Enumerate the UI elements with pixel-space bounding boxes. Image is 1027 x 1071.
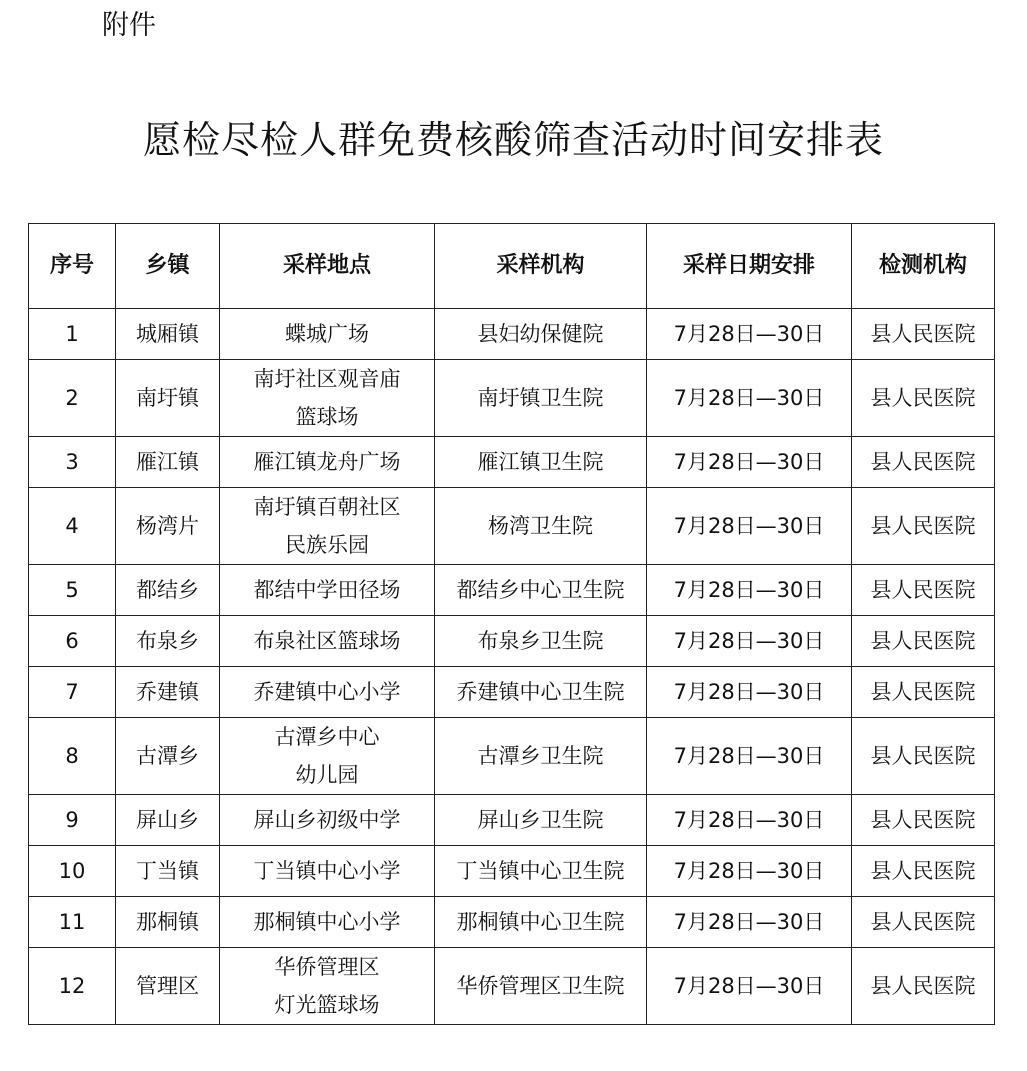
- cell-site-line: 篮球场: [295, 405, 359, 429]
- table-row: [29, 488, 995, 565]
- table-row: [29, 309, 995, 360]
- column-header-lab: 检测机构: [852, 224, 995, 309]
- cell-site: [220, 360, 435, 437]
- cell-site-line: 丁当镇中心小学: [253, 859, 401, 883]
- cell-no: 11: [29, 897, 116, 948]
- cell-site-line: 古潭乡中心: [274, 725, 380, 749]
- table-row: [29, 667, 995, 718]
- cell-no: 7: [29, 667, 116, 718]
- cell-site: [220, 616, 435, 667]
- column-header-town: 乡镇: [116, 224, 220, 309]
- table-body: [29, 309, 995, 1025]
- cell-site-line: 都结中学田径场: [253, 578, 401, 602]
- cell-site-line: 那桐镇中心小学: [253, 910, 401, 934]
- table-row: [29, 795, 995, 846]
- cell-town: 丁当镇: [116, 846, 220, 897]
- cell-site-line: 幼儿园: [295, 763, 359, 787]
- cell-org: 布泉乡卫生院: [435, 616, 647, 667]
- cell-lab: 县人民医院: [852, 616, 995, 667]
- cell-org: 杨湾卫生院: [435, 488, 647, 565]
- cell-org: 华侨管理区卫生院: [435, 948, 647, 1025]
- cell-date: 7月28日—30日: [647, 846, 852, 897]
- cell-site-line: 南圩社区观音庙: [253, 367, 401, 391]
- cell-lab: 县人民医院: [852, 309, 995, 360]
- cell-site: [220, 309, 435, 360]
- table-row: [29, 846, 995, 897]
- schedule-table: [28, 223, 995, 1025]
- cell-date: 7月28日—30日: [647, 488, 852, 565]
- cell-org: 古潭乡卫生院: [435, 718, 647, 795]
- cell-no: 4: [29, 488, 116, 565]
- cell-town: 雁江镇: [116, 437, 220, 488]
- cell-lab: 县人民医院: [852, 488, 995, 565]
- cell-date: 7月28日—30日: [647, 309, 852, 360]
- table-row: [29, 616, 995, 667]
- cell-date: 7月28日—30日: [647, 667, 852, 718]
- cell-town: 杨湾片: [116, 488, 220, 565]
- cell-town: 城厢镇: [116, 309, 220, 360]
- cell-org: 乔建镇中心卫生院: [435, 667, 647, 718]
- cell-date: 7月28日—30日: [647, 437, 852, 488]
- cell-site-line: 雁江镇龙舟广场: [253, 450, 401, 474]
- attachment-label: 附件: [102, 10, 156, 41]
- table-row: [29, 897, 995, 948]
- cell-town: 南圩镇: [116, 360, 220, 437]
- cell-lab: 县人民医院: [852, 565, 995, 616]
- cell-no: 12: [29, 948, 116, 1025]
- cell-site-line: 屏山乡初级中学: [253, 808, 401, 832]
- table-row: [29, 718, 995, 795]
- cell-no: 9: [29, 795, 116, 846]
- cell-site: [220, 795, 435, 846]
- cell-lab: 县人民医院: [852, 667, 995, 718]
- cell-no: 2: [29, 360, 116, 437]
- cell-org: 都结乡中心卫生院: [435, 565, 647, 616]
- cell-site: [220, 846, 435, 897]
- cell-date: 7月28日—30日: [647, 948, 852, 1025]
- cell-lab: 县人民医院: [852, 360, 995, 437]
- cell-lab: 县人民医院: [852, 718, 995, 795]
- cell-org: 丁当镇中心卫生院: [435, 846, 647, 897]
- cell-town: 屏山乡: [116, 795, 220, 846]
- cell-town: 都结乡: [116, 565, 220, 616]
- cell-site-line: 灯光篮球场: [274, 993, 380, 1017]
- cell-lab: 县人民医院: [852, 948, 995, 1025]
- cell-site: [220, 667, 435, 718]
- cell-town: 布泉乡: [116, 616, 220, 667]
- cell-date: 7月28日—30日: [647, 718, 852, 795]
- cell-site-line: 布泉社区篮球场: [253, 629, 401, 653]
- cell-lab: 县人民医院: [852, 846, 995, 897]
- cell-no: 5: [29, 565, 116, 616]
- cell-town: 管理区: [116, 948, 220, 1025]
- cell-site-line: 蝶城广场: [285, 322, 369, 346]
- column-header-site: 采样地点: [220, 224, 435, 309]
- table-row: [29, 360, 995, 437]
- column-header-org: 采样机构: [435, 224, 647, 309]
- table-header-row: [29, 224, 995, 309]
- cell-site-line: 华侨管理区: [274, 955, 380, 979]
- cell-no: 1: [29, 309, 116, 360]
- cell-site: [220, 488, 435, 565]
- cell-no: 3: [29, 437, 116, 488]
- table-row: [29, 565, 995, 616]
- cell-lab: 县人民医院: [852, 437, 995, 488]
- cell-no: 6: [29, 616, 116, 667]
- cell-date: 7月28日—30日: [647, 616, 852, 667]
- cell-site: [220, 897, 435, 948]
- cell-date: 7月28日—30日: [647, 565, 852, 616]
- cell-org: 屏山乡卫生院: [435, 795, 647, 846]
- cell-no: 8: [29, 718, 116, 795]
- table-row: [29, 437, 995, 488]
- cell-site-line: 南圩镇百朝社区: [253, 495, 401, 519]
- cell-site-line: 乔建镇中心小学: [253, 680, 401, 704]
- table-row: [29, 948, 995, 1025]
- cell-org: 雁江镇卫生院: [435, 437, 647, 488]
- cell-site: [220, 948, 435, 1025]
- cell-site: [220, 437, 435, 488]
- cell-lab: 县人民医院: [852, 897, 995, 948]
- column-header-date: 采样日期安排: [647, 224, 852, 309]
- cell-date: 7月28日—30日: [647, 897, 852, 948]
- page-title: 愿检尽检人群免费核酸筛查活动时间安排表: [142, 118, 884, 162]
- cell-no: 10: [29, 846, 116, 897]
- cell-site: [220, 565, 435, 616]
- cell-site: [220, 718, 435, 795]
- cell-lab: 县人民医院: [852, 795, 995, 846]
- cell-date: 7月28日—30日: [647, 360, 852, 437]
- cell-date: 7月28日—30日: [647, 795, 852, 846]
- cell-town: 古潭乡: [116, 718, 220, 795]
- cell-org: 那桐镇中心卫生院: [435, 897, 647, 948]
- cell-site-line: 民族乐园: [285, 533, 369, 557]
- cell-org: 南圩镇卫生院: [435, 360, 647, 437]
- column-header-no: 序号: [29, 224, 116, 309]
- cell-town: 那桐镇: [116, 897, 220, 948]
- cell-org: 县妇幼保健院: [435, 309, 647, 360]
- cell-town: 乔建镇: [116, 667, 220, 718]
